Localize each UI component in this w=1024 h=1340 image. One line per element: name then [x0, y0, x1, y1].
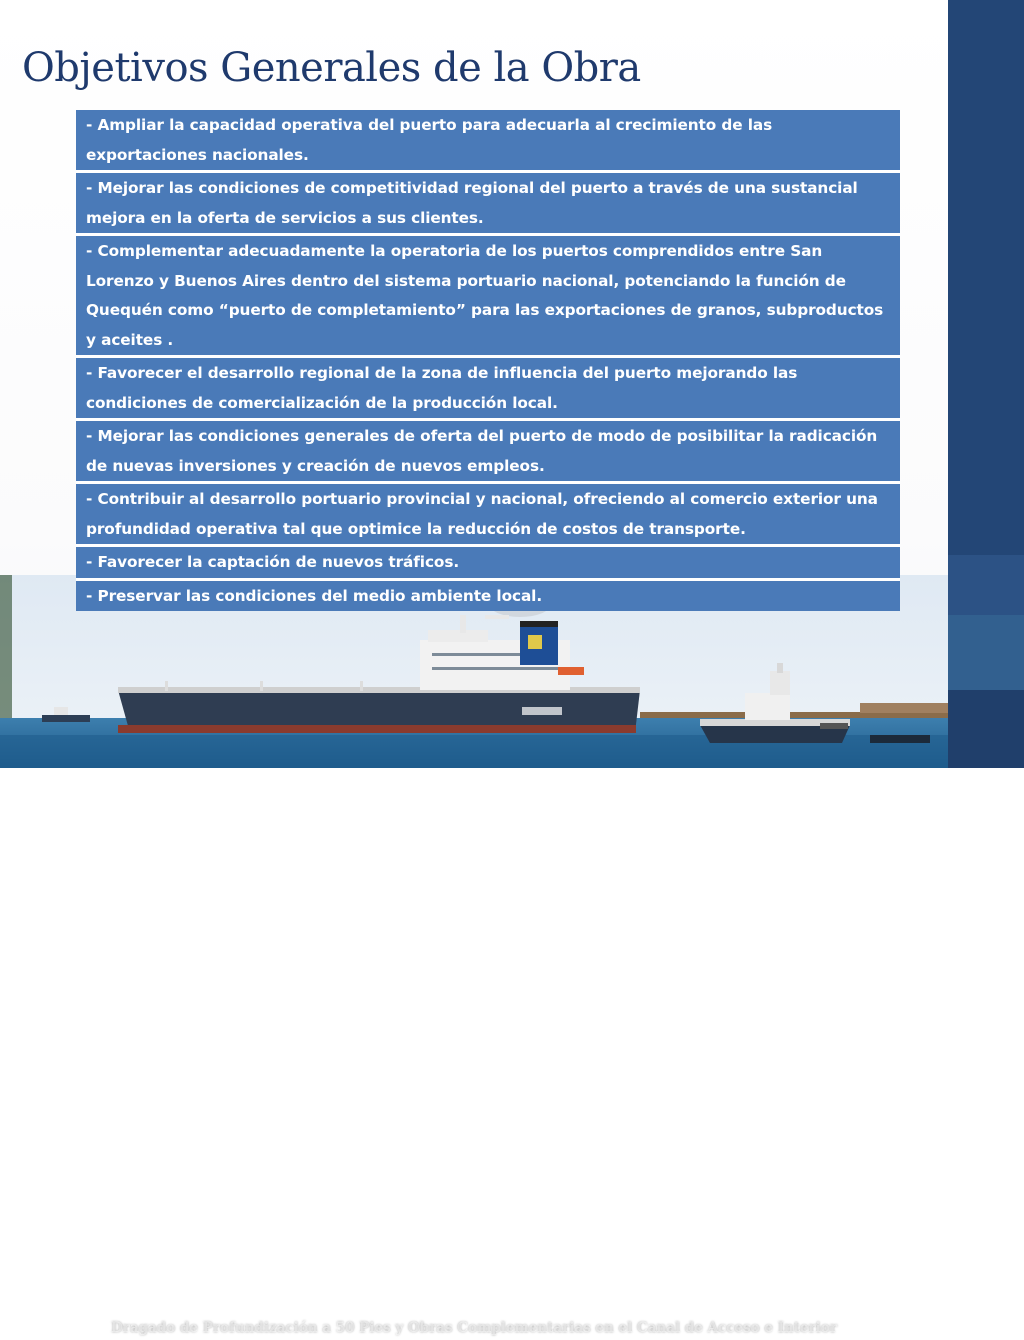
right-bar-segment — [948, 555, 1024, 615]
objective-row: - Favorecer la captación de nuevos tráficos. — [76, 547, 900, 578]
right-decorative-bar — [948, 0, 1024, 768]
photo-caption: Dragado de Profundización a 50 Pies y Obras Complementarias en el Canal de Acceso e Interior — [111, 1320, 837, 1336]
objective-row: - Preservar las condiciones del medio ambiente local. — [76, 581, 900, 612]
objective-row: - Mejorar las condiciones de competitividad regional del puerto a través de una sustancial mejora en la oferta de servicios a sus clientes. — [76, 173, 900, 233]
slide-title: Objetivos Generales de la Obra — [22, 45, 641, 91]
right-bar-segment — [948, 690, 1024, 768]
objective-row: - Complementar adecuadamente la operatoria de los puertos comprendidos entre San Lorenzo y Buenos Aires dentro del sistema portuario nacional, potenciando la función de Quequén como “puerto de completamiento” para las exportaciones de granos, subproductos y aceites . — [76, 236, 900, 355]
objective-row: - Mejorar las condiciones generales de oferta del puerto de modo de posibilitar la radicación de nuevas inversiones y creación de nuevos empleos. — [76, 421, 900, 481]
objective-row: - Ampliar la capacidad operativa del puerto para adecuarla al crecimiento de las exportaciones nacionales. — [76, 110, 900, 170]
objective-row: - Contribuir al desarrollo portuario provincial y nacional, ofreciendo al comercio exterior una profundidad operativa tal que optimice la reducción de costos de transporte. — [76, 484, 900, 544]
right-bar-segment — [948, 615, 1024, 690]
objectives-table — [76, 110, 900, 611]
right-bar-segment — [948, 0, 1024, 555]
objective-row: - Favorecer el desarrollo regional de la zona de influencia del puerto mejorando las condiciones de comercialización de la producción local. — [76, 358, 900, 418]
